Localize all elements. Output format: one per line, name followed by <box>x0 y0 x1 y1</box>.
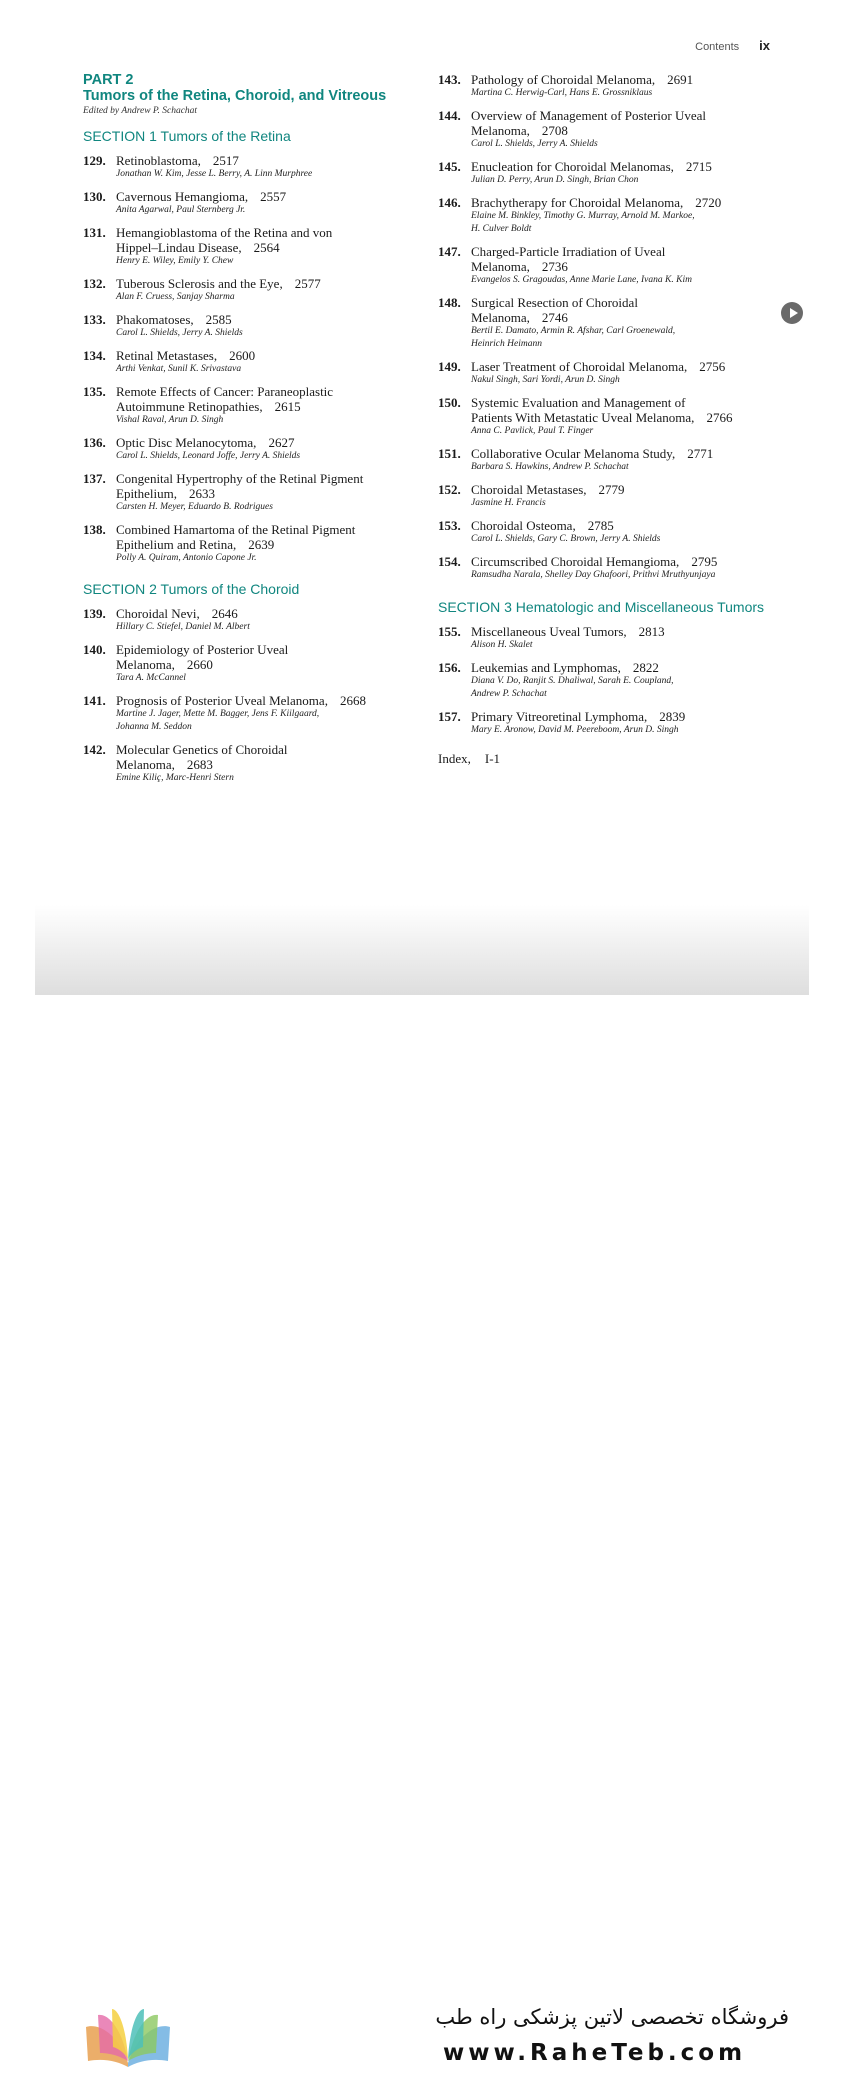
chapter-number: 157. <box>438 709 461 724</box>
chapter-page: 2756 <box>699 359 726 374</box>
page-number: ix <box>759 38 770 53</box>
chapter-number: 143. <box>438 72 461 87</box>
chapter-page: 2839 <box>659 709 686 724</box>
index-page: I-1 <box>484 751 501 766</box>
chapter-number: 130. <box>83 189 106 204</box>
section-chapter-list <box>438 72 783 582</box>
chapter-number: 150. <box>438 395 461 410</box>
chapter-authors: Johanna M. Seddon <box>116 722 192 732</box>
chapter-title: Choroidal Metastases, <box>471 482 587 497</box>
chapter-number: 135. <box>83 384 106 399</box>
chapter-number: 140. <box>83 642 106 657</box>
chapter-title: Epidemiology of Posterior Uveal <box>116 642 289 657</box>
chapter-authors: Anna C. Pavlick, Paul T. Finger <box>471 426 594 436</box>
chapter-entry[interactable] <box>438 295 783 351</box>
chapter-authors: Tara A. McCannel <box>116 673 186 683</box>
chapter-authors: Bertil E. Damato, Armin R. Afshar, Carl Groenewald, <box>471 326 676 336</box>
chapter-number: 129. <box>83 153 106 168</box>
chapter-authors: Henry E. Wiley, Emily Y. Chew <box>116 256 234 266</box>
toc-column-right <box>438 72 783 767</box>
chapter-number: 134. <box>83 348 106 363</box>
chapter-authors: Mary E. Aronow, David M. Peereboom, Arun D. Singh <box>471 725 679 735</box>
chapter-title: Laser Treatment of Choroidal Melanoma, <box>471 359 688 374</box>
chapter-title: Retinoblastoma, <box>116 153 201 168</box>
chapter-page: 2600 <box>229 348 256 363</box>
chapter-page: 2691 <box>667 72 694 87</box>
chapter-entry[interactable] <box>438 709 783 737</box>
chapter-page: 2557 <box>260 189 287 204</box>
chapter-authors: Carol L. Shields, Jerry A. Shields <box>471 139 598 149</box>
chapter-authors: Alison H. Skalet <box>471 640 533 650</box>
chapter-entry[interactable] <box>438 624 783 652</box>
chapter-title: Enucleation for Choroidal Melanomas, <box>471 159 674 174</box>
chapter-title: Pathology of Choroidal Melanoma, <box>471 72 656 87</box>
chapter-entry[interactable] <box>83 522 418 565</box>
chapter-number: 148. <box>438 295 461 310</box>
chapter-entry[interactable] <box>438 482 783 510</box>
running-header <box>695 38 770 53</box>
chapter-title: Melanoma, <box>116 757 175 772</box>
watermark-banner <box>0 995 844 2066</box>
chapter-page: 2746 <box>541 310 568 325</box>
chapter-page: 2668 <box>339 693 366 708</box>
chapter-page: 2615 <box>274 399 301 414</box>
chapter-title: Phakomatoses, <box>116 312 194 327</box>
chapter-page: 2736 <box>541 259 568 274</box>
chapter-title: Optic Disc Melanocytoma, <box>116 435 257 450</box>
chapter-authors: Jasmine H. Francis <box>471 498 546 508</box>
chapter-entry[interactable] <box>438 244 783 287</box>
chapter-entry[interactable] <box>83 742 418 785</box>
chapter-title: Overview of Management of Posterior Uveal <box>471 108 707 123</box>
chapter-title: Brachytherapy for Choroidal Melanoma, <box>471 195 684 210</box>
chapter-title: Charged-Particle Irradiation of Uveal <box>471 244 666 259</box>
chapter-title: Epithelium and Retina, <box>116 537 237 552</box>
chapter-number: 152. <box>438 482 461 497</box>
chapter-title: Melanoma, <box>471 259 530 274</box>
chapter-entry[interactable] <box>83 435 418 463</box>
chapter-title: Circumscribed Choroidal Hemangioma, <box>471 554 680 569</box>
chapter-page: 2822 <box>632 660 659 675</box>
chapter-page: 2627 <box>268 435 295 450</box>
chapter-authors: Julian D. Perry, Arun D. Singh, Brian Chon <box>471 175 639 185</box>
chapter-page: 2633 <box>189 486 216 501</box>
section-heading: SECTION 3 Hematologic and Miscellaneous Tumors <box>438 599 765 615</box>
chapter-authors: Martina C. Herwig-Carl, Hans E. Grossniklaus <box>471 88 653 98</box>
chapter-number: 138. <box>83 522 106 537</box>
chapter-page: 2708 <box>541 123 568 138</box>
chapter-page: 2779 <box>598 482 625 497</box>
chapter-title: Hippel–Lindau Disease, <box>116 240 242 255</box>
chapter-number: 154. <box>438 554 461 569</box>
chapter-title: Systemic Evaluation and Management of <box>471 395 686 410</box>
chapter-title: Melanoma, <box>471 123 530 138</box>
chapter-title: Miscellaneous Uveal Tumors, <box>471 624 627 639</box>
chapter-page: 2646 <box>211 606 238 621</box>
chapter-number: 146. <box>438 195 461 210</box>
chapter-page: 2720 <box>695 195 722 210</box>
chapter-entry[interactable] <box>83 189 418 217</box>
chapter-title: Molecular Genetics of Choroidal <box>116 742 288 757</box>
chapter-page: 2683 <box>186 757 213 772</box>
chapter-title: Surgical Resection of Choroidal <box>471 295 638 310</box>
chapter-page: 2785 <box>587 518 614 533</box>
chapter-authors: Martine J. Jager, Mette M. Bagger, Jens F. Kiilgaard, <box>116 709 320 719</box>
chapter-page: 2660 <box>186 657 213 672</box>
chapter-authors: Evangelos S. Gragoudas, Anne Marie Lane, Ivana K. Kim <box>471 275 692 285</box>
chapter-page: 2564 <box>253 240 280 255</box>
chapter-page: 2766 <box>706 410 733 425</box>
chapter-entry[interactable] <box>438 195 783 236</box>
play-video-icon[interactable] <box>781 302 803 324</box>
chapter-authors: Arthi Venkat, Sunil K. Srivastava <box>116 364 242 374</box>
running-header-section: Contents <box>695 41 740 53</box>
open-book-logo-icon <box>78 2003 178 2073</box>
chapter-number: 156. <box>438 660 461 675</box>
section-chapter-list <box>83 606 418 785</box>
chapter-page: 2795 <box>691 554 718 569</box>
page-bottom-shadow <box>35 905 809 995</box>
chapter-title: Choroidal Osteoma, <box>471 518 576 533</box>
chapter-authors: Heinrich Heimann <box>471 339 542 349</box>
chapter-entry[interactable] <box>83 642 418 685</box>
part-title: Tumors of the Retina, Choroid, and Vitreous <box>83 88 387 104</box>
chapter-page: 2585 <box>205 312 232 327</box>
chapter-entry[interactable] <box>83 276 418 304</box>
chapter-authors: Jonathan W. Kim, Jesse L. Berry, A. Linn Murphree <box>116 169 313 179</box>
chapter-number: 142. <box>83 742 106 757</box>
chapter-entry[interactable] <box>83 225 418 268</box>
chapter-entry[interactable] <box>438 554 783 582</box>
chapter-number: 153. <box>438 518 461 533</box>
chapter-number: 145. <box>438 159 461 174</box>
chapter-authors: Nakul Singh, Sari Yordi, Arun D. Singh <box>471 375 620 385</box>
chapter-entry[interactable] <box>83 384 418 427</box>
chapter-title: Melanoma, <box>116 657 175 672</box>
chapter-entry[interactable] <box>438 395 783 438</box>
chapter-authors: Diana V. Do, Ranjit S. Dhaliwal, Sarah E. Coupland, <box>471 676 674 686</box>
chapter-authors: Ramsudha Narala, Shelley Day Ghafoori, Prithvi Mruthyunjaya <box>471 570 716 580</box>
chapter-title: Remote Effects of Cancer: Paraneoplastic <box>116 384 334 399</box>
chapter-number: 147. <box>438 244 461 259</box>
chapter-number: 151. <box>438 446 461 461</box>
chapter-page: 2715 <box>685 159 712 174</box>
chapter-title: Primary Vitreoretinal Lymphoma, <box>471 709 648 724</box>
chapter-page: 2771 <box>687 446 714 461</box>
index-entry[interactable] <box>438 751 783 767</box>
chapter-authors: Elaine M. Binkley, Timothy G. Murray, Arnold M. Markoe, <box>471 211 695 221</box>
chapter-title: Cavernous Hemangioma, <box>116 189 249 204</box>
chapter-title: Retinal Metastases, <box>116 348 218 363</box>
section-chapter-list <box>83 153 418 565</box>
index-label: Index, <box>438 751 471 766</box>
chapter-authors: H. Culver Boldt <box>471 224 532 234</box>
chapter-title: Prognosis of Posterior Uveal Melanoma, <box>116 693 328 708</box>
chapter-title: Leukemias and Lymphomas, <box>471 660 621 675</box>
chapter-authors: Carsten H. Meyer, Eduardo B. Rodrigues <box>116 502 273 512</box>
chapter-title: Collaborative Ocular Melanoma Study, <box>471 446 676 461</box>
chapter-title: Tuberous Sclerosis and the Eye, <box>116 276 283 291</box>
chapter-authors: Anita Agarwal, Paul Sternberg Jr. <box>116 205 246 215</box>
store-name-persian: فروشگاه تخصصی لاتین پزشکی راه طب <box>435 2005 789 2029</box>
chapter-number: 149. <box>438 359 461 374</box>
chapter-title: Congenital Hypertrophy of the Retinal Pigment <box>116 471 364 486</box>
chapter-title: Epithelium, <box>116 486 178 501</box>
section-chapter-list <box>438 624 783 737</box>
part-editor: Edited by Andrew P. Schachat <box>83 106 198 116</box>
chapter-entry[interactable] <box>438 72 783 100</box>
store-website[interactable]: www.RaheTeb.com <box>443 2040 747 2066</box>
chapter-authors: Vishal Raval, Arun D. Singh <box>116 415 224 425</box>
chapter-number: 141. <box>83 693 106 708</box>
chapter-number: 139. <box>83 606 106 621</box>
chapter-entry[interactable] <box>438 159 783 187</box>
chapter-number: 137. <box>83 471 106 486</box>
chapter-page: 2577 <box>294 276 321 291</box>
chapter-title: Combined Hamartoma of the Retinal Pigment <box>116 522 356 537</box>
section-heading: SECTION 1 Tumors of the Retina <box>83 128 291 144</box>
toc-column-left <box>83 72 418 793</box>
chapter-number: 133. <box>83 312 106 327</box>
chapter-entry[interactable] <box>438 518 783 546</box>
chapter-authors: Polly A. Quiram, Antonio Capone Jr. <box>116 553 257 563</box>
chapter-entry[interactable] <box>83 153 418 181</box>
chapter-number: 144. <box>438 108 461 123</box>
chapter-authors: Barbara S. Hawkins, Andrew P. Schachat <box>471 462 629 472</box>
chapter-entry[interactable] <box>83 693 418 734</box>
chapter-entry[interactable] <box>438 446 783 474</box>
chapter-page: 2813 <box>638 624 665 639</box>
chapter-entry[interactable] <box>83 471 418 514</box>
chapter-title: Hemangioblastoma of the Retina and von <box>116 225 333 240</box>
chapter-authors: Hillary C. Stiefel, Daniel M. Albert <box>116 622 250 632</box>
chapter-number: 136. <box>83 435 106 450</box>
chapter-title: Melanoma, <box>471 310 530 325</box>
chapter-entry[interactable] <box>438 359 783 387</box>
chapter-title: Choroidal Nevi, <box>116 606 200 621</box>
chapter-authors: Carol L. Shields, Leonard Joffe, Jerry A. Shields <box>116 451 301 461</box>
chapter-page: 2639 <box>248 537 275 552</box>
chapter-entry[interactable] <box>83 312 418 340</box>
chapter-entry[interactable] <box>438 108 783 151</box>
chapter-title: Patients With Metastatic Uveal Melanoma, <box>471 410 695 425</box>
chapter-page: 2517 <box>212 153 239 168</box>
chapter-number: 131. <box>83 225 106 240</box>
chapter-authors: Emine Kiliç, Marc-Henri Stern <box>116 773 234 783</box>
chapter-entry[interactable] <box>438 660 783 701</box>
chapter-authors: Alan F. Cruess, Sanjay Sharma <box>116 292 235 302</box>
chapter-title: Autoimmune Retinopathies, <box>116 399 263 414</box>
part-label: PART 2 <box>83 72 134 88</box>
chapter-entry[interactable] <box>83 348 418 376</box>
chapter-entry[interactable] <box>83 606 418 634</box>
section-heading: SECTION 2 Tumors of the Choroid <box>83 581 300 597</box>
chapter-number: 132. <box>83 276 106 291</box>
chapter-authors: Carol L. Shields, Jerry A. Shields <box>116 328 243 338</box>
chapter-authors: Andrew P. Schachat <box>471 689 547 699</box>
chapter-authors: Carol L. Shields, Gary C. Brown, Jerry A. Shields <box>471 534 661 544</box>
chapter-number: 155. <box>438 624 461 639</box>
